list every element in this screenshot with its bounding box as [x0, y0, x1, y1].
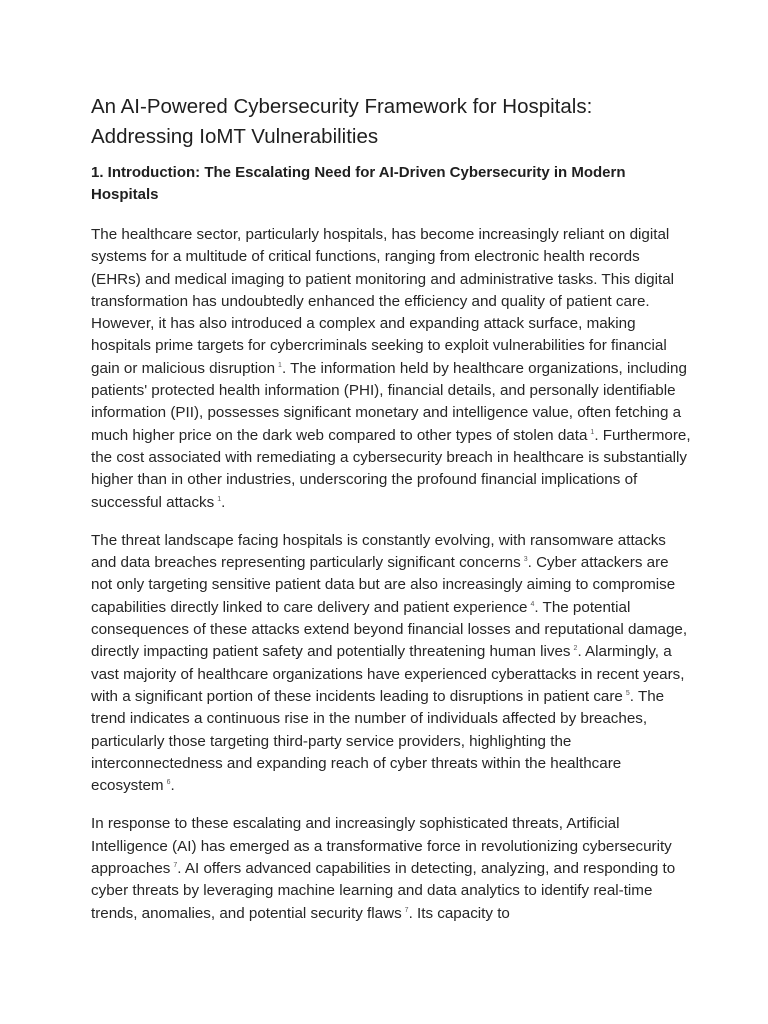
- paragraph-1: [91, 224, 691, 514]
- paragraph-text: . The trend indicates a continuous rise in the number of individuals affected by breaches, particularly those targeting third-party service providers, highlighting the interconnectedness and expanding reach of cyber threats within the healthcare ecosystem: [91, 687, 665, 795]
- paragraph-text: In response to these escalating and increasingly sophisticated threats, Artificial Intelligence (AI) has emerged as a transformative force in revolutionizing cybersecurity approaches: [91, 815, 672, 878]
- footnote-ref: 1: [278, 361, 282, 369]
- footnote-ref: 3: [523, 556, 528, 564]
- footnote-ref: 7: [173, 862, 178, 870]
- document-page: [91, 92, 691, 941]
- paragraph-text: . Alarmingly, a vast majority of healthcare organizations have experienced cyberattacks in recent years, with a significant portion of these incidents leading to disruptions in patient care: [91, 643, 685, 705]
- paragraph-text: The healthcare sector, particularly hospitals, has become increasingly reliant on digital systems for a multitude of critical functions, ranging from electronic health records (EHRs) and medical imaging to patient monitoring and administrative tasks. This digital transformation has undoubtedly enhanced the efficiency and quality of patient care. However, it has also introduced a complex and expanding attack surface, making hospitals prime targets for cybercriminals seeking to exploit vulnerabilities for financial gain or malicious disruption: [91, 226, 675, 377]
- document-title: An AI-Powered Cybersecurity Framework for Hospitals: Addressing IoMT Vulnerabilities: [91, 95, 593, 148]
- paragraph-text: . Its capacity to: [408, 904, 510, 922]
- paragraph-text: . The potential consequences of these attacks extend beyond financial losses and reputational damage, directly impacting patient safety and potentially threatening human lives: [91, 598, 688, 661]
- footnote-ref: 1: [217, 495, 222, 503]
- section-heading: 1. Introduction: The Escalating Need for AI-Driven Cybersecurity in Modern Hospitals: [91, 164, 626, 203]
- footnote-ref: 2: [573, 645, 578, 653]
- paragraph-text: .: [221, 493, 226, 511]
- paragraph-text: . Furthermore, the cost associated with remediating a cybersecurity breach in healthcare is substantially higher than in other industries, underscoring the profound financial implications of successful attacks: [91, 426, 691, 511]
- footnote-ref: 1: [590, 428, 595, 436]
- paragraph-text: . Cyber attackers are not only targeting sensitive patient data but are also increasingly aiming to compromise capabilities directly linked to care delivery and patient experience: [91, 554, 676, 616]
- footnote-ref: 4: [530, 600, 535, 608]
- paragraph-text: . AI offers advanced capabilities in detecting, analyzing, and responding to cyber threats by leveraging machine learning and data analytics to identify real-time trends, anomalies, and potential security flaws: [91, 860, 676, 922]
- paragraph-3: [91, 813, 691, 924]
- footnote-ref: 5: [625, 689, 630, 697]
- footnote-ref: 7: [404, 906, 409, 914]
- paragraph-text: .: [170, 777, 175, 795]
- paragraph-text: The threat landscape facing hospitals is constantly evolving, with ransomware attacks and data breaches representing particularly significant concerns: [91, 531, 666, 572]
- footnote-ref: 6: [166, 779, 171, 787]
- paragraph-text: . The information held by healthcare organizations, including patients' protected health information (PHI), financial details, and personally identifiable information (PII), possesses significant monetary and intelligence value, often fetching a much higher price on the dark web compared to other types of stolen data: [91, 359, 687, 444]
- paragraph-2: [91, 530, 691, 798]
